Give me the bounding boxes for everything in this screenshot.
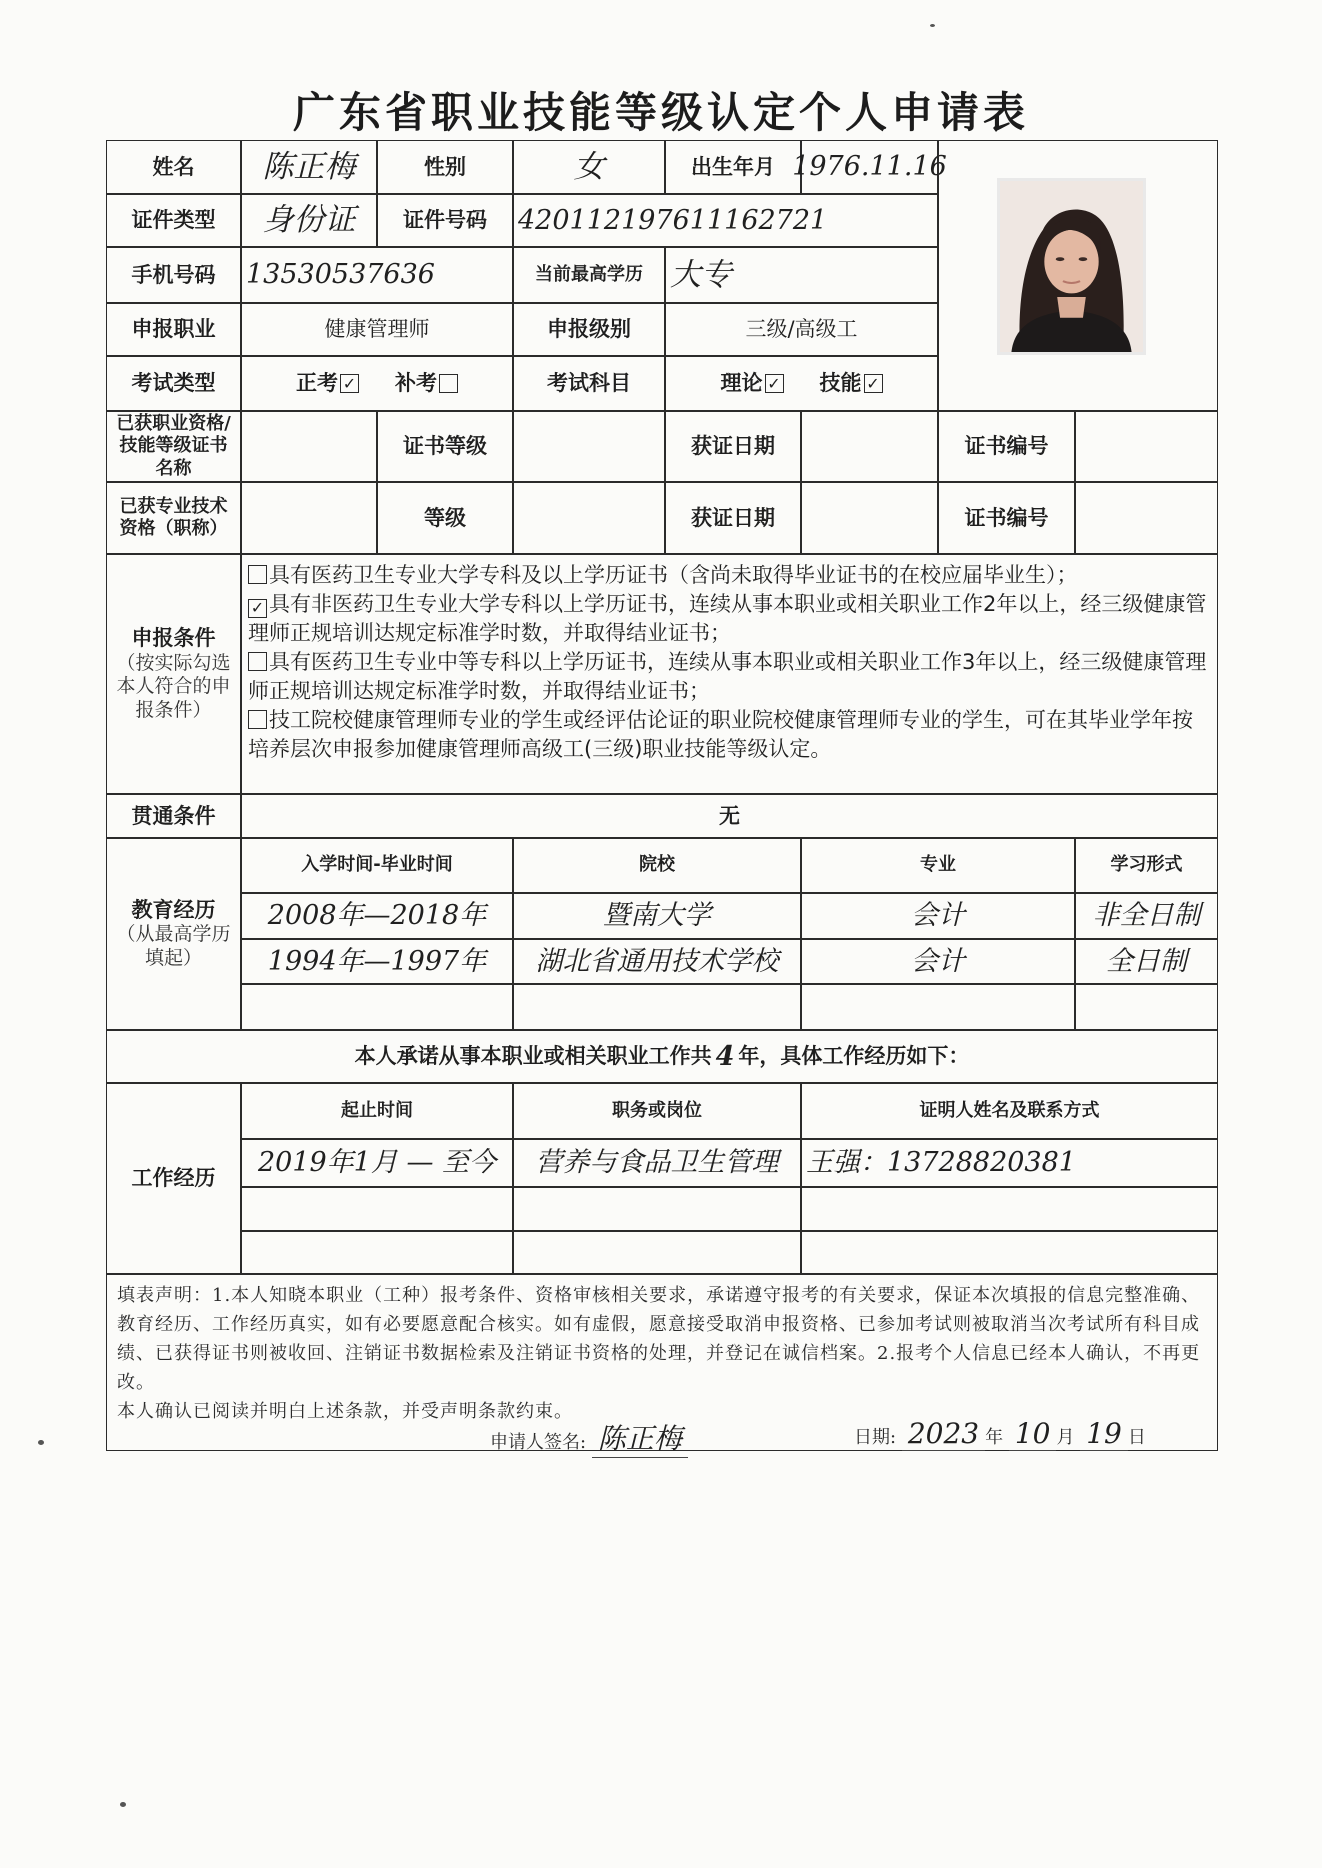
vocational-cert-name <box>241 411 377 482</box>
work-header: 起止时间 <box>241 1083 513 1139</box>
conditions-title: 申报条件 <box>131 626 216 651</box>
commitment-years: 4 <box>715 1040 735 1072</box>
subject-skill-checkbox[interactable]: ✓ <box>864 374 883 393</box>
date-label: 日期: <box>854 1427 897 1448</box>
work-cell: 2019年1月 — 至今 <box>241 1139 513 1187</box>
exam-makeup-checkbox[interactable] <box>439 374 458 393</box>
work-cell <box>241 1231 513 1274</box>
subject-theory-option[interactable]: 理论 ✓ <box>721 370 784 396</box>
condition-checkbox[interactable] <box>248 652 267 671</box>
occupation-label: 申报职业 <box>106 303 241 356</box>
through-label: 贯通条件 <box>106 794 241 838</box>
id-type-value: 身份证 <box>241 194 377 247</box>
condition-text: 具有非医药卫生专业大学专科以上学历证书，连续从事本职业或相关职业工作2年以上，经三级健康管理师正规培训达规定标准学时数，并取得结业证书； <box>248 592 1207 645</box>
pro-level-value <box>513 482 665 554</box>
condition-item[interactable] <box>248 648 1207 706</box>
phone-label: 手机号码 <box>106 247 241 303</box>
pro-number-label: 证书编号 <box>938 482 1075 554</box>
subject-skill-option[interactable]: 技能 ✓ <box>820 370 883 396</box>
education-cell <box>513 984 801 1030</box>
education-cell: 1994年—1997年 <box>241 939 513 984</box>
page-title: 广东省职业技能等级认定个人申请表 <box>292 88 1029 137</box>
work-header: 职务或岗位 <box>513 1083 801 1139</box>
education-cell <box>801 984 1075 1030</box>
condition-text: 具有医药卫生专业中等专科以上学历证书，连续从事本职业或相关职业工作3年以上，经三级健康管理师正规培训达规定标准学时数，并取得结业证书； <box>248 650 1207 703</box>
id-number-label: 证件号码 <box>377 194 513 247</box>
occupation-value: 健康管理师 <box>241 303 513 356</box>
education-cell: 全日制 <box>1075 939 1218 984</box>
exam-makeup-option[interactable]: 补考 <box>395 370 458 396</box>
education-cell: 暨南大学 <box>513 893 801 939</box>
education-value: 大专 <box>665 247 938 303</box>
cert-number-value <box>1075 411 1218 482</box>
condition-text: 具有医药卫生专业大学专科及以上学历证书（含尚未取得毕业证书的在校应届毕业生）； <box>269 563 1078 587</box>
id-number-value: 420112197611162721 <box>513 194 938 247</box>
condition-item[interactable] <box>248 706 1207 764</box>
scan-speck <box>120 1802 126 1807</box>
education-cell: 非全日制 <box>1075 893 1218 939</box>
education-cell: 湖北省通用技术学校 <box>513 939 801 984</box>
date-day-unit: 日 <box>1127 1427 1146 1448</box>
work-cell <box>801 1231 1218 1274</box>
education-header: 院校 <box>513 838 801 893</box>
signature-line <box>490 1417 688 1458</box>
exam-main-option[interactable]: 正考 ✓ <box>296 370 359 396</box>
signature-label: 申请人签名: <box>490 1432 587 1453</box>
subject-theory-checkbox[interactable]: ✓ <box>765 374 784 393</box>
professional-title-label: 已获专业技术资格（职称） <box>106 482 241 554</box>
exam-main-checkbox[interactable]: ✓ <box>340 374 359 393</box>
work-cell <box>801 1187 1218 1231</box>
education-cell <box>1075 984 1218 1030</box>
subject-options <box>665 356 938 411</box>
date-month: 10 <box>1014 1417 1051 1450</box>
name-value: 陈正梅 <box>241 140 377 194</box>
birth-value: 1976.11.16 <box>801 140 938 194</box>
condition-checkbox[interactable] <box>248 565 267 584</box>
name-label: 姓名 <box>106 140 241 194</box>
pro-level-label: 等级 <box>377 482 513 554</box>
date-month-unit: 月 <box>1056 1427 1075 1448</box>
condition-text: 技工院校健康管理师专业的学生或经评估论证的职业院校健康管理师专业的学生，可在其毕业学年按培养层次申报参加健康管理师高级工(三级)职业技能等级认定。 <box>248 708 1193 761</box>
declaration-confirm: 本人确认已阅读并明白上述条款，并受声明条款约束。 <box>117 1401 573 1422</box>
scan-speck <box>38 1440 44 1445</box>
education-cell <box>241 984 513 1030</box>
education-cell: 2008年—2018年 <box>241 893 513 939</box>
date-line <box>854 1417 1146 1451</box>
work-cell <box>241 1187 513 1231</box>
conditions-label <box>106 554 241 794</box>
condition-item[interactable] <box>248 561 1207 590</box>
education-cell: 会计 <box>801 939 1075 984</box>
work-cell: 王强：13728820381 <box>801 1139 1218 1187</box>
education-header: 学习形式 <box>1075 838 1218 893</box>
level-label: 申报级别 <box>513 303 665 356</box>
date-day: 19 <box>1086 1417 1122 1450</box>
declaration-text: 填表声明：1.本人知晓本职业（工种）报考条件、资格审核相关要求，承诺遵守报考的有关要求，保证本次填报的信息完整准确、教育经历、工作经历真实，如有必要愿意配合核实。如有虚假，愿意接受取消申报资格、已参加考试则被取消当次考试所有科目成绩、已获得证书则被收回、注销证书数据检索及注销证书资格的处理，并登记在诚信档案。2.报考个人信息已经本人确认，不再更改。 <box>117 1285 1201 1393</box>
cert-level-label: 证书等级 <box>377 411 513 482</box>
condition-item[interactable] <box>248 590 1207 648</box>
education-cell: 会计 <box>801 893 1075 939</box>
pro-date-label: 获证日期 <box>665 482 801 554</box>
education-history-label <box>106 838 241 1030</box>
work-header: 证明人姓名及联系方式 <box>801 1083 1218 1139</box>
conditions-note: （按实际勾选本人符合的申报条件） <box>116 651 231 721</box>
cert-date-value <box>801 411 938 482</box>
work-history-label: 工作经历 <box>106 1083 241 1274</box>
cert-date-label: 获证日期 <box>665 411 801 482</box>
exam-type-options <box>241 356 513 411</box>
vocational-cert-label: 已获职业资格/技能等级证书名称 <box>106 411 241 482</box>
cert-number-label: 证书编号 <box>938 411 1075 482</box>
education-header: 入学时间-毕业时间 <box>241 838 513 893</box>
professional-title-name <box>241 482 377 554</box>
cert-level-value <box>513 411 665 482</box>
education-label: 当前最高学历 <box>513 247 665 303</box>
level-value: 三级/高级工 <box>665 303 938 356</box>
birth-label: 出生年月 <box>665 140 801 194</box>
applicant-photo <box>997 178 1146 355</box>
date-year: 2023 <box>907 1417 980 1450</box>
exam-type-label: 考试类型 <box>106 356 241 411</box>
signature-value: 陈正梅 <box>597 1422 682 1455</box>
work-cell <box>513 1231 801 1274</box>
condition-checkbox[interactable]: ✓ <box>248 599 267 618</box>
phone-value: 13530537636 <box>241 247 513 303</box>
work-cell: 营养与食品卫生管理 <box>513 1139 801 1187</box>
date-year-unit: 年 <box>985 1427 1004 1448</box>
id-type-label: 证件类型 <box>106 194 241 247</box>
pro-date-value <box>801 482 938 554</box>
gender-value: 女 <box>513 140 665 194</box>
subject-label: 考试科目 <box>513 356 665 411</box>
gender-label: 性别 <box>377 140 513 194</box>
pro-number-value <box>1075 482 1218 554</box>
education-history-note: （从最高学历填起） <box>116 923 231 970</box>
scan-speck <box>930 24 935 27</box>
education-header: 专业 <box>801 838 1075 893</box>
work-commitment: 本人承诺从事本职业或相关职业工作共 4 年，具体工作经历如下： <box>106 1030 1218 1083</box>
education-history-title: 教育经历 <box>131 898 216 923</box>
condition-checkbox[interactable] <box>248 710 267 729</box>
through-value: 无 <box>241 794 1218 838</box>
work-cell <box>513 1187 801 1231</box>
conditions-list <box>241 554 1218 794</box>
portrait-image <box>1000 181 1143 352</box>
